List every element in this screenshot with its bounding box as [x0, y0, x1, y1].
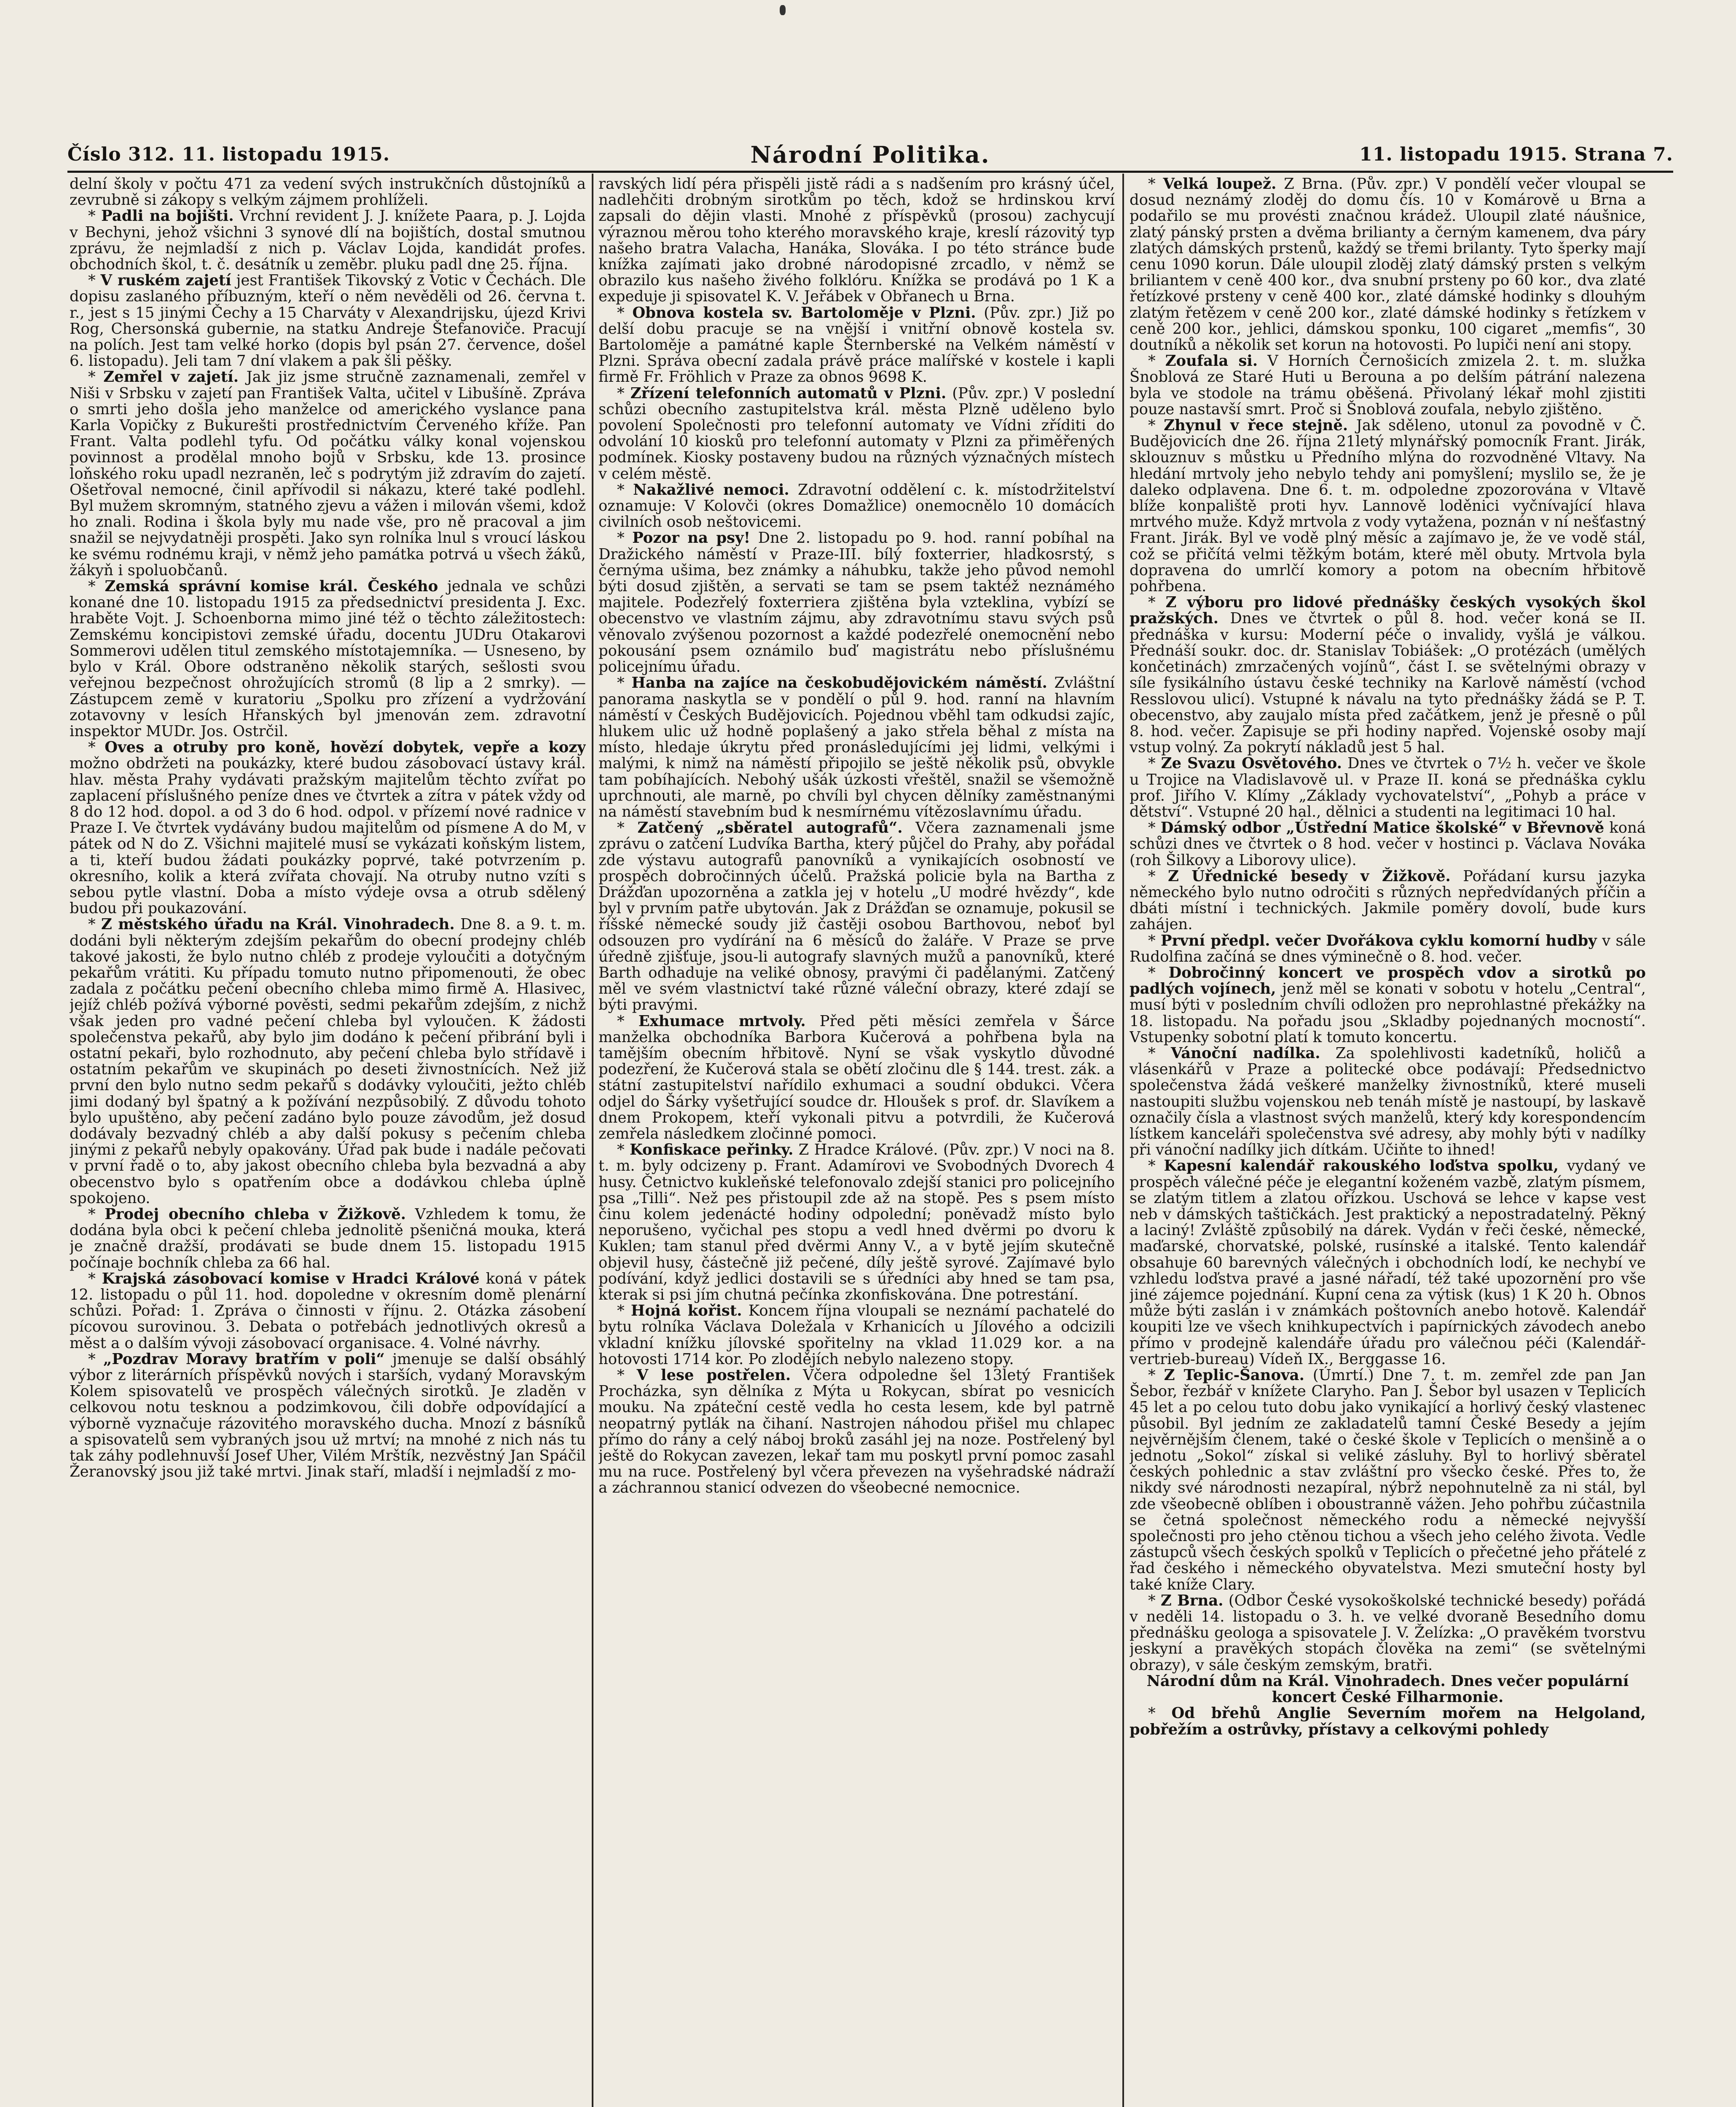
- article-body: (Pův. zpr.) Již po delší dobu pracuje se na vnější i vnitřní obnově kostela sv. Bartoloměje a památné kaple Šternberské na Velkém náměstí v Plzni. Správa obecní zadala právě práce malířské v kostele i kapli firmě Fr. Fröhlich v Praze za obnos 9698 K.: [598, 304, 1115, 386]
- article-paragraph: [598, 1367, 1115, 1496]
- article-heading: „Pozdrav Moravy bratřím v poli“: [103, 1350, 385, 1368]
- article-marker: *: [1148, 594, 1166, 611]
- article-paragraph: [598, 1303, 1115, 1367]
- article-heading: Exhumace mrtvoly.: [638, 1012, 806, 1030]
- article-heading: První předpl. večer Dvořákova cyklu komorní hudby: [1161, 932, 1597, 949]
- article-paragraph: [1130, 418, 1646, 595]
- article-paragraph: [70, 740, 586, 917]
- article-body: Zdravotní oddělení c. k. místodržitelství oznamuje: V Kolovči (okres Domažlice) onemocnělo 10 domácích civilních osob neštovicemi.: [598, 481, 1115, 531]
- issue-info: Číslo 312. 11. listopadu 1915.: [67, 144, 390, 165]
- article-heading: Obnova kostela sv. Bartoloměje v Plzni.: [632, 304, 976, 322]
- article-heading: Dámský odbor „Ústřední Matice školské“ v Břevnově: [1160, 819, 1605, 837]
- article-body: vydaný ve prospěch válečné péče je elegantní koženém vazbě, zlatým písmem, se zlatým titlem a zlatou ořízkou. Uschová se lehce v kapse vest neb v dámských taštičkách. Jest praktický a nepostradatelný. Pěkný a laciný! Zvláště způsobilý na dárek. Vydán v řeči české, německé, maďarské, chorvatské, polské, rusínské a italské. Tento kalendář obsahuje 60 barevných válečných i obchodních lodí, ke nechybí ve vzhledu loďstva pravé a jasné nářadí, též také upozornění pro vše jiné zájemce pojednání. Kupní cena za výtisk (kus) 1 K 20 h. Obnos může býti zaslán i v známkách poštovních anebo hotově. Kalendář koupiti lze ve všech knihkupectvích i papírnických závodech anebo přímo v prodejně kalendáře úřadu pro válečnou péči (Kalendář-vertrieb-bureau) Vídeň IX., Berggasse 16.: [1130, 1157, 1646, 1368]
- article-body: Jak jiz jsme stručně zaznamenali, zemřel v Niši v Srbsku v zajetí pan František Valta, učitel v Libušíně. Zpráva o smrti jeho došla jeho manželce od amerického vyslance pana Karla Vopičky z Bukurešti prostřednictvím Červeného kříže. Pan Frant. Valta podlehl tyfu. Od počátku války konal vojenskou povinnost a prodělal mnoho bojů v Srbsku, kde 13. prosince loňského roku upadl nezraněn, leč s podrytým již zdravím do zajetí. Ošetřoval nemocné, činil apřívodil si nákazu, které také podlehl. Byl mužem skromným, statného zjevu a vážen i milován všemi, kdož ho znali. Rodina i škola byly mu nade vše, pro ně pracoval a jim snažil se nejvydatněji prospěti. Jako syn rolníka lnul s vroucí láskou ke svému rodnému kraji, v němž jeho památka potrvá u všech žáků, žákyň i spoluobčanů.: [70, 368, 586, 579]
- article-paragraph: [70, 273, 586, 369]
- article-body: Pořádaní kursu jazyka německého bylo nutno odročiti s různých nepředvídaných příčin a dbáti místní i technických. Jakmile poměry dovolí, bude kurs zahájen.: [1130, 867, 1646, 933]
- article-marker: *: [617, 1012, 639, 1030]
- article-paragraph: [598, 305, 1115, 386]
- article-paragraph: [70, 176, 586, 208]
- article-marker: *: [1148, 867, 1168, 885]
- article-heading: Velká loupež.: [1163, 176, 1277, 193]
- article-paragraph: [1130, 1673, 1646, 1705]
- article-body: jest František Tikovský z Votic v Čechách. Dle dopisu zaslaného příbuzným, kteří o něm nevěděli od 26. června t. r., jest s 15 jinými Čechy a 15 Charváty v Alexandrijsku, újezd Krivi Rog, Chersonská gubernie, na statku Andreje Štefanoviče. Pracují na polích. Jest tam velké horko (dopis byl psán 27. července, došel 6. listopadu). Jeli tam 7 dní vlakem a pak šli pěšky.: [70, 272, 586, 370]
- article-marker: *: [617, 529, 633, 547]
- article-marker: *: [1148, 755, 1161, 772]
- article-heading: Prodej obecního chleba v Žižkově.: [105, 1206, 406, 1223]
- article-body: Dne 8. a 9. t. m. dodáni byli některým zdejším pekařům do obecní prodejny chléb takové jakosti, že bylo nutno chléb z prodeje vyloučiti a dotyčným pekařům vrátiti. Ku případu tomuto nutno připomenouti, že obec zadala z počátku pečení obecního chleba mimo firmě A. Hlasivec, jejíž chléb požívá výborné pověsti, sedmi pekařům zdejším, z nichž však jeden pro vadné pečení chleba byl vyloučen. K žádosti společenstva pekařů, aby bylo jim dodáno k pečení přibrání byli i ostatní pekaři, bylo rozhodnuto, aby pečení chleba bylo střídavě i ostatním pekařům ve skupinách po deseti živnostnících. Než již první den bylo nutno sedm pekařů s dodávky vyloučiti, ježto chléb jimi dodaný byl špatný a k požívání nezpůsobilý. Z důvodu tohoto bylo upuštěno, aby pečení zadáno bylo pouze závodům, jež dosud dodávaly bezvadný chléb a aby další pokusy s pečením chleba jinými z pekařů nebyly opakovány. Úřad pak bude i nadále pečovati v první řadě o to, aby jakost obecního chleba byla bezvadná a aby obecenstvo bylo s opatřením obce a dodávkou chleba úplně spokojeno.: [70, 916, 586, 1207]
- article-heading: Z městského úřadu na Král. Vinohradech.: [101, 916, 455, 933]
- article-marker: *: [1148, 932, 1161, 949]
- article-body: Národní dům na Král. Vinohradech. Dnes večer populární koncert České Filharmonie.: [1146, 1672, 1629, 1706]
- article-heading: Z Teplic-Šanova.: [1164, 1367, 1304, 1384]
- article-marker: *: [88, 916, 102, 933]
- article-body: Vzhledem k tomu, že dodána byla obci k pečení chleba jednolitě pšeničná mouka, která je značně dražší, prodávati se bude dnem 15. listopadu 1915 počínaje bochník chleba za 66 hal.: [70, 1206, 586, 1271]
- article-body: Koncem října vloupali se neznámí pachatelé do bytu rolníka Václava Doležala v Krhanicích u Jílového a odcizili vkladní knížku jílovské spořitelny na vklad 11.029 kor. a na hotovosti 1714 kor. Po zlodějích nebylo nalezeno stopy.: [598, 1302, 1115, 1368]
- article-marker: *: [1148, 1044, 1171, 1062]
- article-marker: *: [88, 368, 104, 386]
- article-heading: Kapesní kalendář rakouského loďstva spolku,: [1164, 1157, 1559, 1175]
- article-marker: *: [617, 819, 638, 837]
- article-paragraph: [1130, 353, 1646, 418]
- article-body: Jak sděleno, utonul za povodně v Č. Budějovicích dne 26. října 21letý mlynářský pomocník Frant. Jirák, sklouznuv s můstku u Předního mlýna do rozvodněné Vltavy. Na hledání mrtvoly jeho nebylo tehdy ani pomyšlení; myslilo se, že je daleko odplavena. Dne 6. t. m. odpoledne zpozorována v Vltavě blíže konpaliště proti hyv. Lannově loděnici vyčnívající hlava mrtvého muže. Když mrtvola z vody vytažena, poznán v ní nešťastný Frant. Jirák. Byl ve vodě plný měsíc a zajímavo je, že ve vodě stál, což se přičítá velmi těžkým botám, které měl obuty. Mrtvola byla dopravena do umrlčí komory a potom na obecním hřbitově pohřbena.: [1130, 417, 1646, 595]
- article-marker: *: [88, 578, 105, 595]
- article-paragraph: [598, 482, 1115, 531]
- article-body: koná schůzi dnes ve čtvrtek o 8 hod. večer v hostinci p. Václava Nováka (roh Šilkovy a Liborovy ulice).: [1130, 819, 1646, 869]
- article-heading: Zatčený „sběratel autografů“.: [637, 819, 903, 837]
- article-heading: Z výboru pro lidové přednášky českých vysokých škol pražských.: [1130, 594, 1646, 627]
- article-body: koná v pátek 12. listopadu o půl 11. hod. dopoledne v okresním domě plenární schůzi. Pořad: 1. Zpráva o činnosti v říjnu. 2. Otázka zásobení pícovou surovinou. 3. Debata o potřebách jednotlivých okresů a měst a o dalším vývoji zásobovací organisace. 4. Volné návrhy.: [70, 1270, 586, 1352]
- article-paragraph: [70, 1351, 586, 1480]
- article-paragraph: [1130, 1593, 1646, 1673]
- ink-mark: [780, 5, 786, 15]
- article-heading: Konfiskace peřinky.: [630, 1141, 794, 1159]
- article-paragraph: [1130, 1158, 1646, 1367]
- column-1: [70, 176, 586, 2107]
- article-body: (Pův. zpr.) V poslední schůzi obecního zastupitelstva král. města Plzně uděleno bylo povolení Společnosti pro telefonní automaty ve Vídni zříditi do odvolání 10 kiosků pro telefonní automaty v Plzni za přiměřených podmínek. Kiosky postaveny budou na různých význačných místech v celém městě.: [598, 384, 1115, 483]
- article-heading: Pozor na psy!: [632, 529, 751, 547]
- article-marker: *: [1148, 352, 1165, 370]
- article-paragraph: [598, 386, 1115, 482]
- article-body: v sále Rudolfina začíná se dnes výminečně o 8. hod. večer.: [1130, 932, 1646, 965]
- article-paragraph: [70, 208, 586, 273]
- article-paragraph: [1130, 176, 1646, 353]
- article-heading: Dobročinný koncert ve prospěch vdov a sirotků po padlých vojínech,: [1130, 964, 1646, 998]
- article-paragraph: [1130, 1705, 1646, 1737]
- article-body: Včera zaznamenali jsme zprávu o zatčení Ludvíka Bartha, který půjčel do Prahy, aby pořádal zde výstavu autografů panovníků a vynikajících osobností ve prospěch dobročinných účelů. Pražská policie byla na Bartha z Drážďan upozorněna a zatkla jej v hotelu „U modré hvězdy“, kde byl v prvním patře ubytován. Jak z Drážďan se oznamuje, pokusil se říšské německé soudy již častěji osobou Barthovou, neboť byl odsouzen pro vydírání na 6 měsíců do žaláře. V Praze se prve úředně zjišťuje, jsou-li autografy slavných mužů a panovníků, které Barth odhaduje na veliké obnosy, pravými či padělanými. Zatčený měl ve svém vlastnictví také různé váleční obrazy, které zdají se býti pravými.: [598, 819, 1115, 1014]
- article-marker: *: [88, 739, 105, 756]
- article-heading: Hanba na zajíce na českobudějovickém náměstí.: [631, 674, 1047, 692]
- article-body: ravských lidí péra přispěli jistě rádi a s nadšením pro krásný účel, nadlehčiti drobným sirotkům po těch, kdož se hrdinskou krví zapsali do dějin vlasti. Mnohé z příspěvků (prosou) zachycují výraznou měrou toho kterého moravského kraje, kreslí rázovitý typ našeho bratra Valacha, Hanáka, Slováka. I po této stránce bude knížka zajímati jako drobné národopisné zrcadlo, v němž se obrazilo kus našeho živého folklóru. Knížka se prodává po 1 K a expeduje ji spisovatel K. V. Jeřábek v Obřanech u Brna.: [598, 176, 1115, 306]
- article-paragraph: [598, 675, 1115, 820]
- article-marker: *: [617, 481, 633, 499]
- article-paragraph: [1130, 869, 1646, 933]
- article-body: Dnes ve čtvrtek o půl 8. hod. večer koná se II. přednáška v kursu: Moderní péče o invalidy, vyšlá je válkou. Přednáší soukr. doc. dr. Stanislav Tobiášek: „O protézách (umělých končetinách) zmrzačených vojínů“, část I. se světelnými obrazy v síle fysikálního ústavu české techniky na Karlově náměstí (vchod Resslovou ulicí). Vstupné k návalu na tyto přednášky žádá se P. T. obecenstvo, aby zaujalo místa před začátkem, jenž je přesně o půl 8. hod. večer. Zapisuje se při hodiny napřed. Vojenské osoby mají vstup volný. Za pokrytí nákladů jest 5 hal.: [1130, 610, 1646, 756]
- article-body: Z Hradce Králové. (Pův. zpr.) V noci na 8. t. m. byly odcizeny p. Frant. Adamírovi ve Svobodných Dvorech 4 husy. Četnictvo kukleňské telefonovalo zdejší stanici pro policejního psa „Tilli“. Než pes přistoupil zde až na stopě. Pes s psem místo činu kolem jedenácté hodiny odpolední; poněvadž místo bylo neporušeno, vyčichal pes stopu a vedl hned dvěrmi po dvoru k Kuklen; tam stanul před dvěrmi Anny V., a v bytě jejím skutečně objevil husy, částečně již pečené, díly ještě syrové. Zajímavé bylo podívání, když jedlici dostavili se s úředníci aby hned se tam psa, kterak si psi jím chutná pečínka zkonfiskována. Dne potrestání.: [598, 1141, 1115, 1304]
- article-marker: *: [1148, 1367, 1164, 1384]
- date-page-info: 11. listopadu 1915. Strana 7.: [1359, 144, 1673, 165]
- article-heading: Vánoční nadílka.: [1170, 1044, 1320, 1062]
- article-marker: *: [88, 1206, 105, 1223]
- article-paragraph: [70, 1271, 586, 1351]
- article-marker: *: [617, 384, 631, 402]
- article-marker: *: [617, 1302, 631, 1320]
- article-heading: V ruském zajetí: [100, 272, 231, 290]
- article-body: jenž měl se konati v sobotu v hotelu „Central“, musí býti v posledním chvíli odložen pro neprohlastné překážky na 18. listopadu. Na pořadu jsou „Skladby pojednaných mocností“. Vstupenky sobotní platí k tomuto koncertu.: [1130, 980, 1646, 1046]
- article-heading: Zoufala si.: [1165, 352, 1258, 370]
- article-body: Dne 2. listopadu po 9. hod. ranní pobíhal na Dražického náměstí v Praze-III. bílý foxterrier, hladkosrstý, s černýma ušima, bez známky a náhubku, takže jeho původ nemohl býti dosud zjištěn, a servati se tam se psem taktéž neznámého majitele. Podezřelý foxterriera zjištěna byla vzteklina, vybízí se obecenstvo ve vlastním zájmu, aby zdravotnímu stavu svých psů věnovalo zvýšenou pozornost a každé podezřelé onemocnění nebo pokousání psem oznámilo buď magistrátu nebo příslušnému policejnímu úřadu.: [598, 529, 1115, 676]
- masthead-title: Národní Politika.: [750, 141, 990, 168]
- article-paragraph: [598, 530, 1115, 675]
- article-heading: Zemská správní komise král. Českého: [105, 578, 438, 595]
- article-paragraph: [1130, 756, 1646, 820]
- article-body: Za spolehlivosti kadetníků, holičů a vlásenkářů v Praze a politecké obce podávají: Předsednictvo společenstva žádá veškeré manželky živnostníků, které museli nastoupiti službu vojenskou neb tenáh místě je nastoupí, by laskavě označily čísla a vlastnost svých manželů, který kdy korespondencím lístkem kanceláři společenstva své adresy, aby mohly býti v nadílky při vánoční nadílky jich dítkám. Učiňte to ihned!: [1130, 1044, 1646, 1159]
- article-body: (Odbor České vysokoškolské technické besedy) pořádá v neděli 14. listopadu o 3. h. ve velké dvoraně Besedního domu přednášku geologa a spisovatele J. V. Želízka: „O pravěkém tvorstvu jeskyní a pravěkých stopách člověka na zemi“ (se světelnými obrazy), v sále českým zemským, bratři.: [1130, 1592, 1646, 1674]
- article-marker: *: [617, 674, 632, 692]
- article-marker: *: [1148, 1705, 1172, 1722]
- article-heading: Ze Svazu Osvětového.: [1161, 755, 1342, 772]
- article-marker: *: [1148, 417, 1164, 434]
- article-marker: *: [88, 207, 102, 225]
- article-heading: Padli na bojišti.: [101, 207, 234, 225]
- article-marker: *: [1148, 176, 1163, 193]
- article-body: (Úmrtí.) Dne 7. t. m. zemřel zde pan Jan Šebor, řezbář v knížete Claryho. Pan J. Šebor byl usazen v Teplicích 45 let a po celou tuto dobu jako vynikající a horlivý český vlastenec působil. Byl jedním ze zakladatelů tamní České Besedy a jejím nejvěrnějším členem, také o české škole v Teplicích o menšině a o jednotu „Sokol“ získal si veliké zásluhy. Byl to horlivý sběratel českých pohlednic a stav zvláštní pro všecko české. Přes to, že nikdy své národnosti nezapíral, nýbrž nepohnutelně za ni stál, byl zde všeobecně oblíben i oboustranně vážen. Jeho pohřbu zúčastnila se četná společnost německého rodu a německé nejvyšší společnosti pro jeho ctěnou tichou a všech jeho celého života. Vedle zástupců všech českých spolků v Teplicích o přečetné jeho přátelé z řad českého i německého obyvatelstva. Mezi smuteční hosty byl také kníže Clary.: [1130, 1367, 1646, 1593]
- article-paragraph: [70, 369, 586, 579]
- article-paragraph: [1130, 965, 1646, 1045]
- article-body: V Horních Černošicích zmizela 2. t. m. služka Šnoblová ze Staré Huti u Berouna a po delším pátrání nalezena byla ve stodole na trámu oběšená. Přivolaný lékař mohl zjistiti pouze nastavší smrt. Proč si Šnoblová zoufala, nebylo zjištěno.: [1130, 352, 1646, 418]
- article-paragraph: [598, 1142, 1115, 1303]
- article-marker: *: [88, 272, 101, 290]
- article-marker: *: [617, 1367, 637, 1384]
- column-3: [1130, 176, 1646, 2107]
- article-marker: *: [1148, 1157, 1164, 1175]
- article-marker: *: [617, 1141, 630, 1159]
- article-paragraph: [1130, 1045, 1646, 1158]
- article-body: Zvláštní panorama naskytla se v pondělí o půl 9. hod. ranní na hlavním náměstí v Českých Budějovicích. Pojednou vběhl tam odkudsi zajíc, hlukem ulic už hodně poplašený a jako střela běhal z místa na místo, hledaje úkrytu před pronásledujícími jej lidmi, velkými i malými, k nimž na náměstí připojilo se ještě několik psů, obvykle tam pobíhajících. Nebohý ušák úzkosti vřeštěl, snažil se všemožně uprchnouti, ale marně, po chvíli byl chycen dělníky zaměstnanými na náměstí stavebním bud k nesmírnému vítězoslavnímu úřadu.: [598, 674, 1115, 820]
- article-heading: V lese postřelen.: [636, 1367, 791, 1384]
- article-body: Z Brna. (Pův. zpr.) V pondělí večer vloupal se dosud neznámý zloděj do domu čís. 10 v Komárově u Brna a podařilo se mu provésti značnou krádež. Uloupil zlaté náušnice, zlatý pánský prsten a dvěma brilianty a černým kamenem, dva páry zlatých dámských prstenů, každý se třemi brilanty. Tyto šperky mají cenu 1090 korun. Dále uloupil zloděj zlatý dámský prsten s velkým briliantem v ceně 400 kor., dva snubní prsteny po 60 kor., dva zlaté řetízkové prsteny v ceně 400 kor., zlaté dámské hodinky s dlouhým zlatým řetězem v ceně 200 kor., zlaté dámské hodinky s řetízkem v ceně 200 kor., jehlici, dámskou sponku, 100 cigaret „memfis“, 30 doutníků a několik set korun na hotovosti. Po lupiči není ani stopy.: [1130, 176, 1646, 354]
- article-body: jednala ve schůzi konané dne 10. listopadu 1915 za předsednictví presidenta J. Exc. hraběte Vojt. J. Schoenborna mimo jiné též o těchto záležitostech: Zemskému koncipistovi zemské úřadu, docentu JUDru Otakarovi Sommerovi udělen titul zemského místotajemníka. — Usneseno, by bylo v Král. Obore odstraněno několik starých, sešlosti svou veřejnou bezpečnost ohrožujících stromů (8 lip a 2 smrky). — Zástupcem země v kuratoriu „Spolku pro zřízení a vydržování zotavovny v lesích Hřanských byl jmenován zem. zdravotní inspektor MUDr. Jos. Ostrčil.: [70, 578, 586, 740]
- article-body: delní školy v počtu 471 za vedení svých instrukčních důstojníků a zevrubně si zákopy s velkým zájmem prohlíželi.: [70, 176, 586, 209]
- article-heading: Od břehů Anglie Severním mořem na Helgoland, pobřežím a ostrůvky, přístavy a celkovými pohledy: [1130, 1705, 1646, 1738]
- article-body: Včera odpoledne šel 13letý František Procházka, syn dělníka z Mýta u Rokycan, sbírat po vesnicích mouku. Na zpáteční cestě vedla ho cesta lesem, kde byl patrně neopatrný pytlák na čihaní. Nastrojen náhodou přišel mu chlapec přímo do rány a celý náboj broků zasáhl jej na noze. Postřelený byl ještě do Rokycan zavezen, lekař tam mu poskytl první pomoc zasahl mu na ruce. Postřelený byl včera převezen na vyšehradské nádraží a záchrannou stanicí odvezen do všeobecné nemocnice.: [598, 1367, 1115, 1497]
- article-paragraph: [70, 579, 586, 740]
- article-heading: Zřízení telefonních automatů v Plzni.: [630, 384, 947, 402]
- article-marker: *: [617, 304, 633, 322]
- article-heading: Zemřel v zajetí.: [103, 368, 239, 386]
- article-paragraph: [1130, 1367, 1646, 1593]
- article-marker: *: [1148, 1592, 1161, 1609]
- article-body: Dnes ve čtvrtek o 7½ h. večer ve škole u Trojice na Vladislavově ul. v Praze II. koná se přednáška cyklu prof. Jiřího V. Klímy „Základy vychovatelství“, „Pohyb a práce v dětství“. Vstupné 20 hal., dělnici a studenti na legitimaci 10 hal.: [1130, 755, 1646, 820]
- column-2: [598, 176, 1115, 2107]
- article-body: Vrchní revident J. J. knížete Paara, p. J. Lojda v Bechyni, jehož všichni 3 synové dlí na bojištích, dostal smutnou zprávu, že nejmladší z nich p. Václav Lojda, kandidát profes. obchodních škol, t. č. desátník u zeměbr. pluku padl dne 25. října.: [70, 207, 586, 273]
- article-heading: Z Brna.: [1160, 1592, 1224, 1609]
- article-heading: Nakažlivé nemoci.: [633, 481, 789, 499]
- article-heading: Zhynul v řece stejně.: [1164, 417, 1348, 434]
- article-marker: *: [1148, 964, 1169, 981]
- article-paragraph: [1130, 595, 1646, 756]
- article-body: jmenuje se další obsáhlý výbor z literárních příspěvků nových i starších, vydaný Moravským Kolem spisovatelů ve prospěch válečných sirotků. Je zladěn v celkovou notu tesknou a podzimkovou, čili dobře odpovídající a výborně vyznačuje rázovitého moravského ducha. Mnozí z básníků a spisovatelů sem vybraných jsou už mrtví; na mnohé z nich nás tu tak záhy podlehnuvší Josef Uher, Vilém Mrštík, nezvěstný Jan Spáčil Žeranovský jsou již také mrtvi. Jinak staří, mladší i nejmladší z mo-: [70, 1350, 586, 1481]
- article-paragraph: [1130, 933, 1646, 965]
- article-marker: *: [1148, 819, 1161, 837]
- article-heading: Krajská zásobovací komise v Hradci Králové: [102, 1270, 480, 1287]
- article-body: Před pěti měsíci zemřela v Šárce manželka obchodníka Barbora Kučerová a pohřbena byla na tamějším obecním hřbitově. Nyní se však vyskytlo důvodné podezření, že Kučerová stala se obětí zločinu dle § 144. trest. zák. a státní zastupitelství nařídilo exhumaci a soudní obdukci. Včera odjel do Šárky vyšetřující soudce dr. Hloušek s prof. dr. Slavíkem a dnem Prokopem, kteří vykonali pitvu a potvrdili, že Kučerová zemřela následkem zločinné pomoci.: [598, 1012, 1115, 1142]
- article-paragraph: [70, 917, 586, 1206]
- article-paragraph: [70, 1206, 586, 1271]
- article-heading: Oves a otruby pro koně, hovězí dobytek, vepře a kozy: [105, 739, 586, 756]
- article-body: možno obdržeti na poukázky, které budou zásobovací ústavy král. hlav. města Prahy vydávati pražským majitelům těchto zvířat po zaplacení příslušného peníze dnes ve čtvrtek a zítra v pátek vždy od 8 do 12 hod. dopol. a od 3 do 6 hod. odpol. v přízemí nové radnice v Praze I. Ve čtvrtek vydávány budou majitelům od písmene A do M, v pátek od N do Z. Všichni majitelé musí se vykázati koňským listem, a ti, kteří budou žádati poukázky poprvé, také potvrzením p. okresního, kolik a která zvířata chovají. Na otruby nutno vzíti s sebou pytle vlastní. Doba a místo výdeje ovsa a otrub sdělený budou při poukazování.: [70, 755, 586, 917]
- article-marker: *: [88, 1350, 103, 1368]
- column-divider-1: [592, 174, 593, 2107]
- article-marker: *: [88, 1270, 102, 1287]
- article-heading: Z Úřednické besedy v Žižkově.: [1168, 867, 1451, 885]
- article-paragraph: [1130, 820, 1646, 869]
- article-paragraph: [598, 176, 1115, 305]
- article-paragraph: [598, 820, 1115, 1013]
- article-paragraph: [598, 1013, 1115, 1142]
- page-header: [67, 141, 1673, 171]
- article-heading: Hojná kořist.: [631, 1302, 742, 1320]
- header-rule: [67, 171, 1673, 173]
- column-divider-2: [1122, 174, 1124, 2107]
